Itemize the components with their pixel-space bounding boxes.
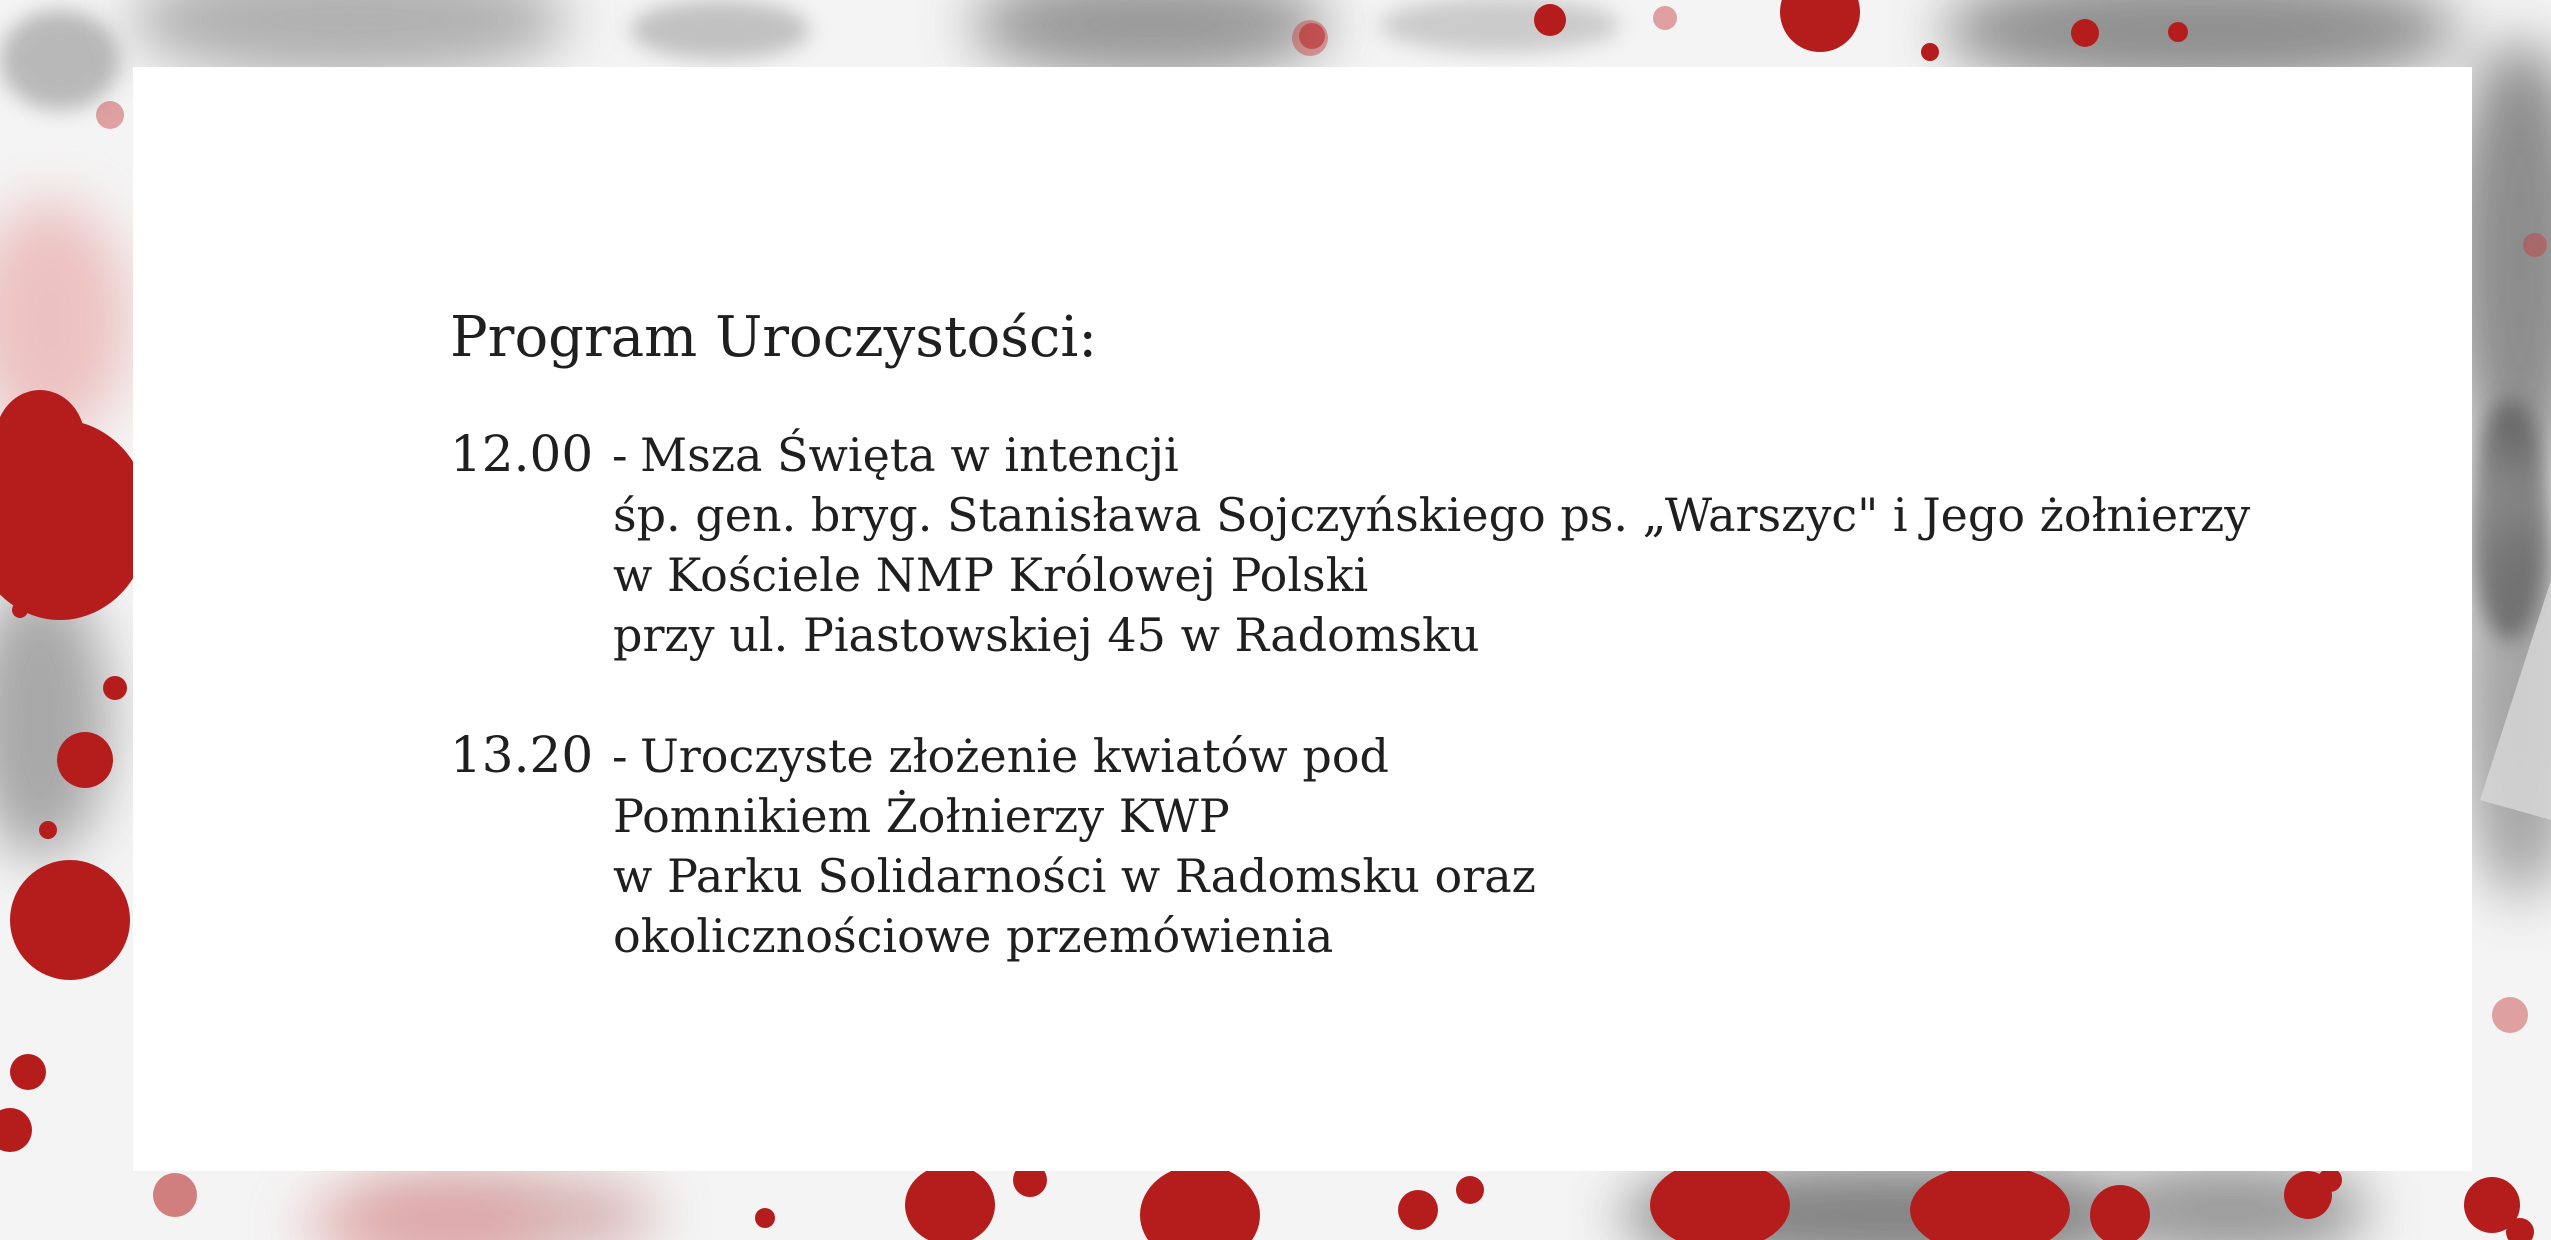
event-separator: - <box>612 428 628 482</box>
event-item <box>450 424 2250 665</box>
event-description-line: śp. gen. bryg. Stanisława Sojczyńskiego ps. „Warszyc" i Jego żołnierzy <box>613 488 2251 542</box>
event-description-line: okolicznościowe przemówienia <box>613 909 1334 963</box>
event-description-line: Pomnikiem Żołnierzy KWP <box>613 789 1230 843</box>
event-description-line: przy ul. Piastowskiej 45 w Radomsku <box>613 608 1480 662</box>
event-separator: - <box>612 729 628 783</box>
event-description-line: w Kościele NMP Królowej Polski <box>613 548 1369 602</box>
event-time: 12.00 <box>450 425 594 483</box>
event-description-line: Uroczyste złożenie kwiatów pod <box>640 729 1390 783</box>
event-time: 13.20 <box>450 726 594 784</box>
program-content <box>450 298 2250 1026</box>
program-title: Program Uroczystości: <box>450 305 1098 370</box>
event-item <box>450 725 2250 966</box>
event-first-line <box>450 725 2250 786</box>
event-description-line: w Parku Solidarności w Radomsku oraz <box>613 849 1536 903</box>
event-description-line: Msza Święta w intencji <box>640 428 1179 482</box>
event-first-line <box>450 424 2250 485</box>
